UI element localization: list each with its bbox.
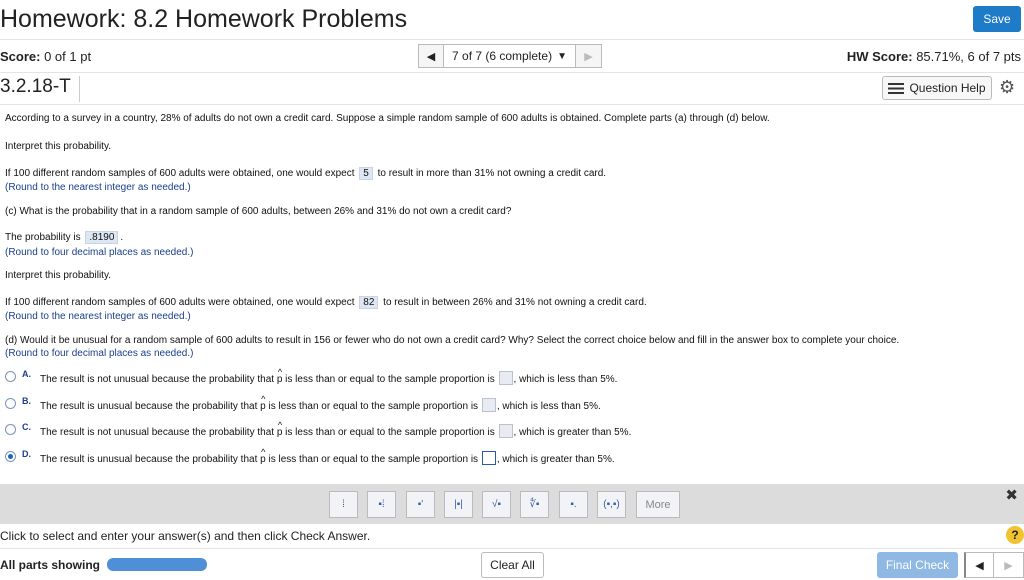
save-button[interactable]: Save	[973, 6, 1021, 32]
title-bar	[0, 0, 1024, 40]
choice-a-text-post: is less than or equal to the sample proportion is	[285, 374, 495, 385]
fraction-button[interactable]	[329, 491, 358, 518]
part-b-answer[interactable]: 5	[359, 167, 373, 180]
absolute-value-button[interactable]	[444, 491, 473, 518]
progress-fill	[107, 558, 207, 571]
square-root-icon: √▪	[491, 499, 502, 510]
part-b-hint: (Round to the nearest integer as needed.)	[5, 182, 191, 193]
choice-c-text-post: is less than or equal to the sample proportion is	[285, 427, 495, 438]
nth-root-icon: ∜▪	[529, 499, 540, 510]
previous-button[interactable]	[964, 552, 994, 578]
choice-d-answer-box[interactable]	[482, 451, 496, 465]
question-help-label: Question Help	[909, 81, 986, 95]
fraction-icon: ⁞	[342, 499, 345, 510]
intro-text: According to a survey in a country, 28% of adults do not own a credit card. Suppose a simple random sample of 600 adults is obtained. Complete parts (a) through (d) below.	[5, 113, 770, 124]
triangle-left-icon: ◀	[975, 559, 984, 572]
p-hat-symbol: ^ p	[277, 374, 283, 385]
question-score	[0, 49, 91, 64]
part-d-hint: (Round to four decimal places as needed.)	[5, 348, 194, 359]
choice-a-letter: A.	[22, 369, 31, 379]
next-button[interactable]	[994, 552, 1024, 578]
ordered-pair-icon: (▪,▪)	[603, 499, 620, 510]
choice-d-text-pre: The result is unusual because the probability that	[40, 454, 258, 465]
part-b-sentence	[5, 167, 606, 180]
part-c-text-pre: If 100 different random samples of 600 adults were obtained, one would expect	[5, 297, 355, 308]
choice-d-radio[interactable]	[5, 451, 16, 462]
triangle-right-icon: ▶	[1004, 559, 1013, 572]
exponent-button[interactable]	[406, 491, 435, 518]
page-title: Homework: 8.2 Homework Problems	[0, 5, 408, 33]
question-select-text: 7 of 7 (6 complete)	[452, 49, 553, 63]
choice-c-letter: C.	[22, 422, 31, 432]
exponent-icon: ▪'	[417, 499, 424, 510]
p-hat-symbol: ^ p	[277, 427, 283, 438]
triangle-right-icon: ▶	[584, 50, 593, 63]
list-icon	[888, 83, 904, 94]
part-c-sentence	[5, 296, 647, 309]
choice-c-answer-box[interactable]	[499, 424, 513, 438]
hw-score	[847, 49, 1021, 64]
part-c-text-post: to result in between 26% and 31% not owning a credit card.	[383, 297, 647, 308]
part-b-text-pre: If 100 different random samples of 600 adults were obtained, one would expect	[5, 168, 355, 179]
choice-b-text-pre: The result is unusual because the probability that	[40, 401, 258, 412]
part-c-prob-answer[interactable]: .8190	[85, 231, 118, 244]
part-d-question: (d) Would it be unusual for a random sample of 600 adults to result in 156 or fewer who do not own a credit card? Why? Select the correct choice below and fill in the answer box to complete your choice.	[5, 335, 900, 346]
choice-d-text-post: is less than or equal to the sample proportion is	[268, 454, 479, 465]
part-b-text-post: to result in more than 31% not owning a credit card.	[377, 168, 607, 179]
choice-d-text-end: , which is greater than 5%.	[496, 454, 615, 465]
clear-all-button[interactable]: Clear All	[481, 552, 544, 578]
progress-bar	[107, 558, 207, 571]
previous-question-button[interactable]	[418, 44, 444, 68]
next-question-button[interactable]	[576, 44, 602, 68]
question-select[interactable]	[444, 44, 576, 68]
choice-a-radio[interactable]	[5, 371, 16, 382]
part-c-answer[interactable]: 82	[359, 296, 378, 309]
gear-icon[interactable]: ⚙	[999, 77, 1016, 97]
question-id: 3.2.18-T	[0, 76, 80, 102]
choice-d-letter: D.	[22, 449, 31, 459]
choice-b-letter: B.	[22, 396, 31, 406]
caret-down-icon: ▼	[557, 50, 567, 62]
nth-root-button[interactable]	[520, 491, 549, 518]
question-pager	[418, 44, 602, 68]
more-button[interactable]: More	[636, 491, 680, 518]
choice-a-answer-box[interactable]	[499, 371, 513, 385]
score-value: 0 of 1 pt	[44, 49, 92, 64]
choice-b-answer-box[interactable]	[482, 398, 496, 412]
part-b-interpret: Interpret this probability.	[5, 141, 111, 152]
p-hat-symbol: ^ p	[260, 401, 266, 412]
hw-score-label: HW Score:	[846, 49, 913, 64]
choice-c-radio[interactable]	[5, 424, 16, 435]
final-check-button[interactable]: Final Check	[877, 552, 958, 578]
parts-label: All parts showing	[0, 558, 101, 572]
choice-a-text-end: , which is less than 5%.	[513, 374, 618, 385]
part-c-question: (c) What is the probability that in a random sample of 600 adults, between 26% and 31% do not own a credit card?	[5, 206, 512, 217]
choice-c-text-end: , which is greater than 5%.	[513, 427, 632, 438]
triangle-left-icon: ◀	[426, 50, 436, 63]
mixed-number-button[interactable]	[367, 491, 396, 518]
math-toolbar	[0, 484, 1024, 524]
part-c-prob-pre: The probability is	[5, 232, 81, 243]
score-label: Score:	[0, 49, 41, 64]
decimal-icon: ▪.	[570, 499, 577, 510]
choice-b-text-end: , which is less than 5%.	[496, 401, 601, 412]
square-root-button[interactable]	[482, 491, 511, 518]
absolute-value-icon: |▪|	[454, 499, 463, 510]
p-hat-symbol: ^ p	[260, 454, 266, 465]
choice-b-radio[interactable]	[5, 398, 16, 409]
help-icon[interactable]: ?	[1006, 526, 1024, 544]
question-content	[0, 104, 1024, 484]
score-bar	[0, 40, 1024, 73]
question-help-button[interactable]	[882, 76, 992, 100]
ordered-pair-button[interactable]	[597, 491, 626, 518]
decimal-button[interactable]	[559, 491, 588, 518]
choice-b-text-post: is less than or equal to the sample proportion is	[268, 401, 479, 412]
mixed-number-icon: ▪⁞	[378, 499, 385, 510]
choice-a-text-pre: The result is not unusual because the probability that	[40, 374, 275, 385]
question-header	[0, 73, 1024, 104]
part-c-hint: (Round to four decimal places as needed.)	[5, 247, 194, 258]
hw-score-value: 85.71%, 6 of 7 pts	[916, 49, 1021, 64]
choice-c-text-pre: The result is not unusual because the probability that	[40, 427, 275, 438]
part-c-interpret: Interpret this probability.	[5, 270, 111, 281]
close-icon[interactable]: ✖	[1005, 487, 1018, 504]
footer-bar	[0, 548, 1024, 580]
instruction-text: Click to select and enter your answer(s) and then click Check Answer.	[0, 529, 371, 543]
part-c-probability: The probability is .8190 .	[5, 232, 124, 243]
part-c-hint-2: (Round to the nearest integer as needed.)	[5, 311, 191, 322]
